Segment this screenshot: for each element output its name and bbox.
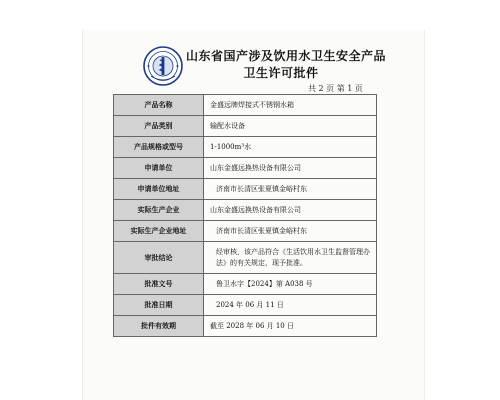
permit-table	[113, 94, 377, 337]
table-row	[114, 200, 377, 221]
page-indicator: 共 2 页 第 1 页	[308, 84, 363, 93]
row-label: 批准日期	[114, 295, 204, 316]
row-label: 申请单位	[114, 158, 204, 179]
row-value: 金盛远牌焊接式不锈钢水箱	[204, 95, 377, 116]
document-title: 山东省国产涉及饮用水卫生安全产品	[186, 49, 387, 63]
table-row	[114, 274, 377, 295]
row-label: 批准文号	[114, 274, 204, 295]
health-emblem-icon	[143, 46, 183, 86]
table-row	[114, 116, 377, 137]
table-row	[114, 95, 377, 116]
row-label: 产品规格或型号	[114, 137, 204, 158]
table-row	[114, 295, 377, 316]
row-value: 1-1000m³水	[204, 137, 377, 158]
table-row	[114, 179, 377, 200]
row-value: 输配水设备	[204, 116, 377, 137]
row-value: 截至 2028 年 06 月 10 日	[204, 316, 377, 337]
document-subtitle: 卫生许可批件	[243, 66, 319, 80]
table-row	[114, 137, 377, 158]
row-label: 审批结论	[114, 242, 204, 274]
row-label: 批件有效期	[114, 316, 204, 337]
row-value: 山东金盛远换热设备有限公司	[204, 200, 377, 221]
row-label: 申请单位地址	[114, 179, 204, 200]
table-row	[114, 221, 377, 242]
row-value: 经审核，该产品符合《生活饮用水卫生监督管理办法》的有关规定，现予批准。	[204, 242, 377, 274]
row-label: 产品名称	[114, 95, 204, 116]
row-value: 济南市长清区张夏镇金峪村东	[204, 179, 377, 200]
row-value: 济南市长清区张夏镇金峪村东	[204, 221, 377, 242]
table-row	[114, 158, 377, 179]
row-value: 2024 年 06 月 11 日	[204, 295, 377, 316]
table-row	[114, 316, 377, 337]
row-label: 实际生产企业地址	[114, 221, 204, 242]
row-value: 山东金盛远换热设备有限公司	[204, 158, 377, 179]
row-value: 鲁卫水字【2024】第 A038 号	[204, 274, 377, 295]
table-row	[114, 242, 377, 274]
row-label: 产品类别	[114, 116, 204, 137]
row-label: 实际生产企业	[114, 200, 204, 221]
